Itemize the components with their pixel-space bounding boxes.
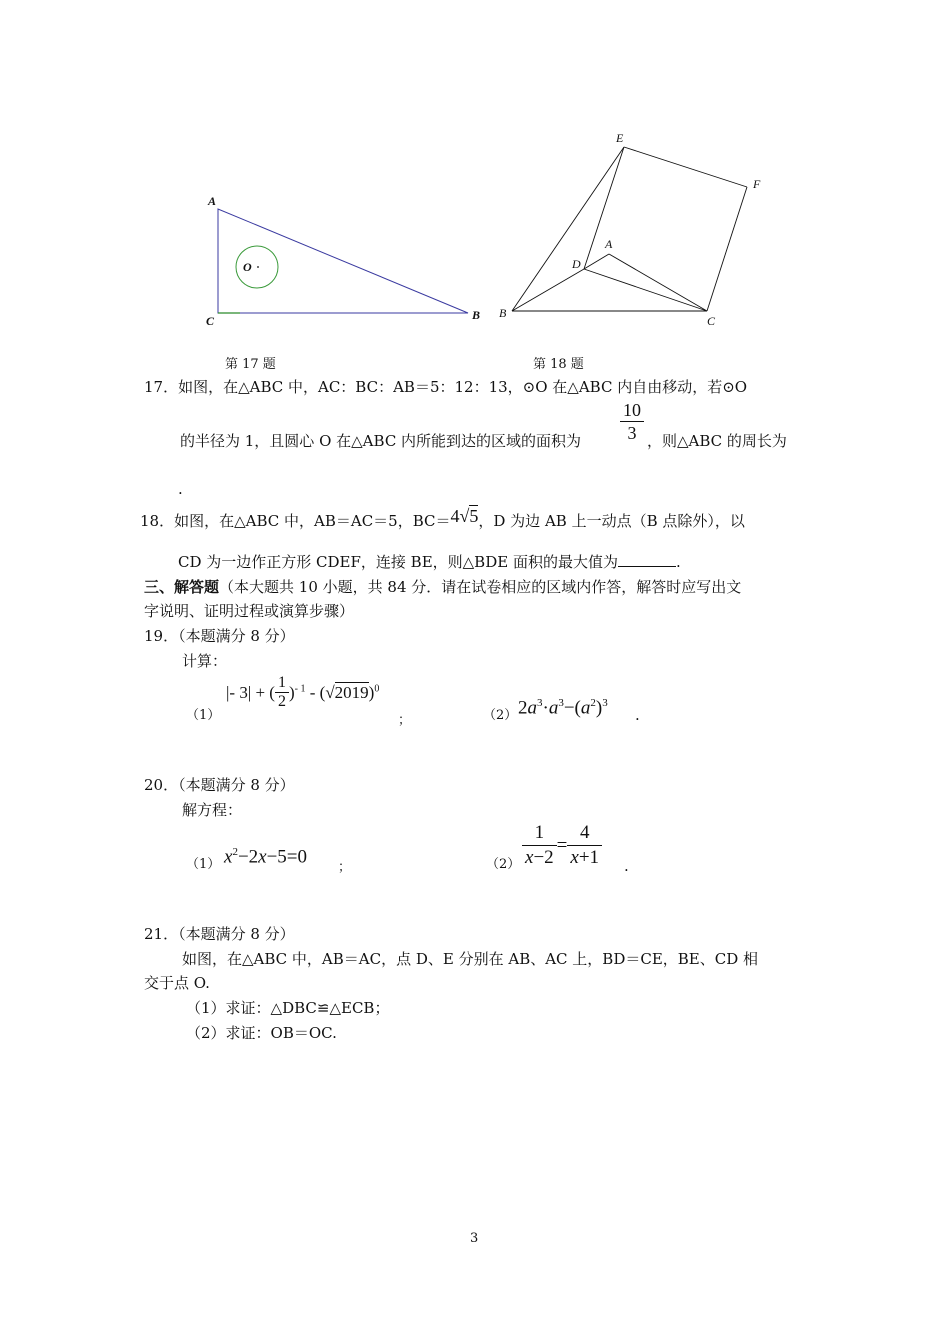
q21-line1: 如图，在△ABC 中，AB＝AC，点 D、E 分别在 AB、AC 上，BD＝CE，BE、CD 相 xyxy=(182,950,759,968)
q17-line1: 17．如图，在△ABC 中，AC：BC：AB＝5：12：13，⊙O 在△ABC 内自由移动，若⊙O xyxy=(144,378,748,396)
answer-blank-18 xyxy=(618,552,676,567)
q17-line3: . xyxy=(178,480,183,498)
q20-p2-label: （2） xyxy=(486,857,521,872)
label-e-18: E xyxy=(616,131,624,145)
q19-p2-end: . xyxy=(635,706,640,724)
section3-desc1: （本大题共 10 小题，共 84 分．请在试卷相应的区域内作答，解答时应写出文 xyxy=(219,578,742,596)
sqrt-icon-19: √ xyxy=(325,682,335,702)
label-f-18: F xyxy=(753,177,761,191)
label-d-18: D xyxy=(572,257,581,271)
q19-p1-sep: ； xyxy=(398,713,412,728)
q17-line2-a: 的半径为 1，且圆心 O 在△ABC 内所能到达的区域的面积为 xyxy=(180,432,582,450)
label-c-18: C xyxy=(707,314,716,328)
label-a-18: A xyxy=(605,237,613,251)
q20-p1-label: （1） xyxy=(186,857,221,872)
label-b-17: B xyxy=(472,308,481,322)
sqrt-sign-icon: √ xyxy=(459,506,470,526)
caption-18: 第 18 题 xyxy=(533,357,584,372)
label-o-17: O xyxy=(243,260,252,274)
q21-part2: （2）求证：OB＝OC. xyxy=(186,1024,337,1042)
q20-header: 20．（本题满分 8 分） xyxy=(144,776,295,794)
center-o-dot xyxy=(257,266,259,268)
q18-sqrt xyxy=(451,506,479,526)
q21-header: 21．（本题满分 8 分） xyxy=(144,925,295,943)
q21-line2: 交于点 O. xyxy=(144,974,210,992)
q20-expr1: $x^2-2x-5=0$ xyxy=(224,846,308,868)
q18-line1 xyxy=(140,506,745,532)
q17-line2 xyxy=(180,400,582,450)
q19-expr2: $2a^3\cdot a^3-(a^2)^3$ xyxy=(518,697,608,719)
figure-18 xyxy=(500,130,780,330)
label-b-18: B xyxy=(499,306,507,320)
q18-line1-b: ，D 为边 AB 上一动点（B 点除外），以 xyxy=(478,512,745,530)
q19-p1-label: （1） xyxy=(186,708,221,723)
q17-fraction xyxy=(620,399,644,444)
q21-part1: （1）求证：△DBC≌△ECB； xyxy=(186,999,390,1017)
section3-title: 三、解答题 xyxy=(144,578,220,596)
q18-sqrt-coef: 4 xyxy=(450,506,460,526)
section3-desc2: 字说明、证明过程或演算步骤） xyxy=(144,602,355,620)
caption-17: 第 17 题 xyxy=(225,357,276,372)
q18-sqrt-rad: 5 xyxy=(469,506,479,526)
q19-p2-label: （2） xyxy=(483,708,518,723)
q17-frac-den: 3 xyxy=(627,423,637,443)
q20-p2-end: . xyxy=(624,857,629,875)
label-c-17: C xyxy=(206,314,215,328)
q20-instruction: 解方程： xyxy=(182,801,243,819)
q17-frac-num: 10 xyxy=(620,399,644,422)
q17-line2-b: ，则△ABC 的周长为 xyxy=(647,432,787,450)
q19-expr1: |- 3| + ( $\frac{1}{2}$ )$^{- 1} - (√2019)^0$ xyxy=(226,674,380,710)
section3-line1 xyxy=(144,576,741,598)
q19-header: 19．（本题满分 8 分） xyxy=(144,627,295,645)
triangle-abc-17 xyxy=(218,209,468,313)
q20-p1-end: ； xyxy=(338,860,352,875)
q19-instruction: 计算： xyxy=(182,652,228,670)
q18-line2-text: CD 为一边作正方形 CDEF，连接 BE，则△BDE 面积的最大值为 xyxy=(178,553,618,571)
q18-line1-a: 18．如图，在△ABC 中，AB＝AC＝5，BC＝ xyxy=(140,512,451,530)
q18-line2-end: . xyxy=(675,553,681,571)
label-a-17: A xyxy=(208,194,217,208)
page-number: 3 xyxy=(470,1231,479,1246)
q20-expr2: $\frac{1}{x-2}$ = $\frac{4}{x+1}$ xyxy=(522,821,602,870)
q18-line2 xyxy=(178,551,681,573)
